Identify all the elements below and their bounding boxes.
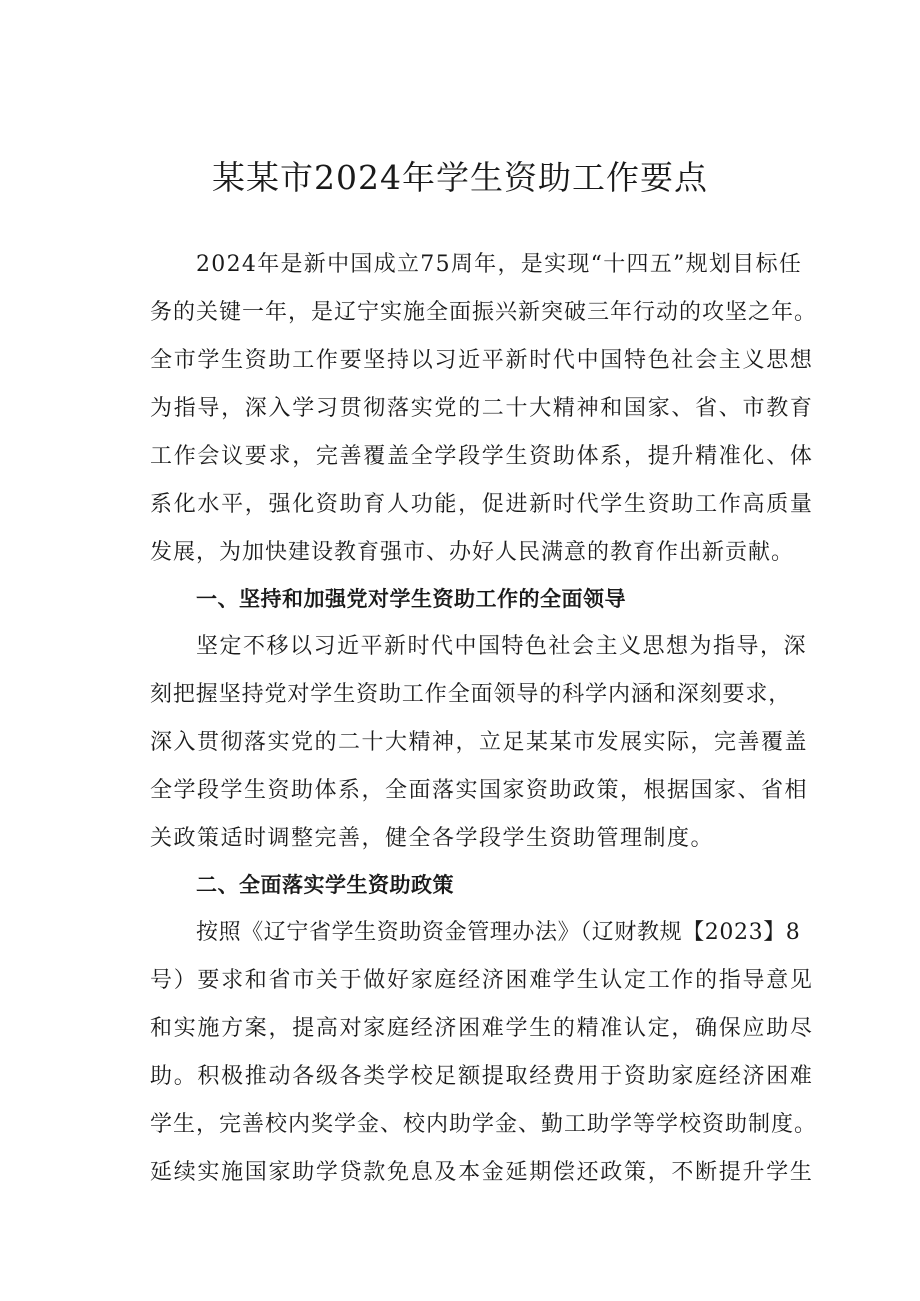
paragraph-line: 务的关键一年，是辽宁实施全面振兴新突破三年行动的攻坚之年。	[150, 300, 818, 325]
paragraph-line: 系化水平，强化资助育人功能，促进新时代学生资助工作高质量	[150, 492, 814, 517]
paragraph-line: 按照《辽宁省学生资助资金管理办法》（辽财教规【2023】8	[196, 920, 801, 945]
paragraph-line: 延续实施国家助学贷款免息及本金延期偿还政策，不断提升学生	[150, 1160, 814, 1185]
paragraph-line: 全学段学生资助体系，全面落实国家资助政策，根据国家、省相	[150, 778, 809, 803]
paragraph-line: 深入贯彻落实党的二十大精神，立足某某市发展实际，完善覆盖	[150, 730, 809, 755]
document-title: 某某市2024年学生资助工作要点	[212, 158, 708, 197]
paragraph-line: 和实施方案，提高对家庭经济困难学生的精准认定，确保应助尽	[150, 1016, 814, 1041]
paragraph-line: 工作会议要求，完善覆盖全学段学生资助体系，提升精准化、体	[150, 444, 814, 469]
paragraph-line: 全市学生资助工作要坚持以习近平新时代中国特色社会主义思想	[150, 348, 814, 373]
section-heading: 一、坚持和加强党对学生资助工作的全面领导	[196, 587, 626, 611]
paragraph-line: 刻把握坚持党对学生资助工作全面领导的科学内涵和深刻要求，	[150, 682, 792, 707]
paragraph-line: 关政策适时调整完善，健全各学段学生资助管理制度。	[150, 826, 715, 851]
paragraph-line: 2024年是新中国成立75周年，是实现“十四五”规划目标任	[196, 252, 803, 277]
paragraph-line: 发展，为加快建设教育强市、办好人民满意的教育作出新贡献。	[150, 540, 795, 565]
paragraph-line: 学生，完善校内奖学金、校内助学金、勤工助学等学校资助制度。	[150, 1112, 818, 1137]
paragraph-line: 号）要求和省市关于做好家庭经济困难学生认定工作的指导意见	[150, 968, 814, 993]
paragraph-line: 助。积极推动各级各类学校足额提取经费用于资助家庭经济困难	[150, 1064, 814, 1089]
section-heading: 二、全面落实学生资助政策	[196, 873, 454, 897]
paragraph-line: 为指导，深入学习贯彻落实党的二十大精神和国家、省、市教育	[150, 396, 814, 421]
paragraph-line: 坚定不移以习近平新时代中国特色社会主义思想为指导，深	[196, 634, 808, 659]
